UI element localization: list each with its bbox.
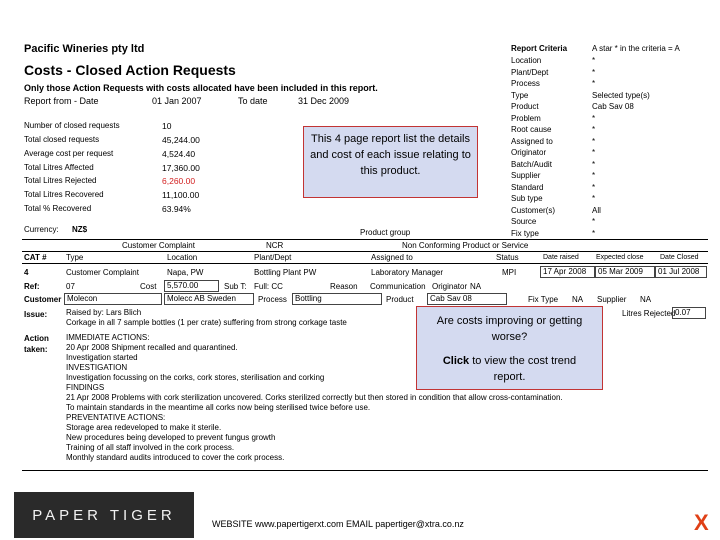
record-location: Napa, PW	[167, 268, 204, 277]
summary-label: Total % Recovered	[24, 204, 92, 213]
action-line: To maintain standards in the meantime all corks now being sterilised twice before use.	[66, 403, 371, 412]
criteria-value: *	[592, 113, 596, 123]
currency-value: NZ$	[72, 225, 88, 234]
criteria-value: Cab Sav 08	[592, 102, 634, 111]
report-subtitle: Only those Action Requests with costs allocated have been included in this report.	[24, 83, 378, 93]
litres-rejected-value: 0.07	[672, 307, 706, 319]
product-group-label: Product group	[360, 228, 411, 237]
summary-value: 63.94%	[162, 204, 191, 214]
reason-label: Reason	[330, 282, 358, 291]
trend-link[interactable]	[417, 353, 602, 385]
action-line: 20 Apr 2008 Shipment recalled and quarantined.	[66, 343, 238, 352]
criteria-value: *	[592, 171, 596, 180]
divider	[22, 263, 708, 264]
record-expected-close: 05 Mar 2009	[595, 266, 655, 278]
record-cat: 4	[24, 268, 29, 277]
summary-value-rejected: 6,260.00	[162, 176, 196, 186]
customer-value: Molecon	[64, 293, 162, 305]
divider	[22, 470, 708, 471]
summary-label: Average cost per request	[24, 149, 114, 158]
column-header: CAT #	[24, 253, 47, 262]
summary-label: Number of closed requests	[24, 121, 120, 130]
criteria-label: Batch/Audit	[511, 159, 552, 169]
criteria-label: Source	[511, 217, 537, 226]
process-value: Bottling	[292, 293, 382, 305]
period-start: 01 Jan 2007	[152, 96, 202, 106]
action-line: Investigation started	[66, 353, 138, 362]
summary-value: 10	[162, 121, 172, 131]
action-line: Monthly standard audits introduced to cover the cork process.	[66, 453, 285, 462]
criteria-value: *	[592, 228, 596, 238]
criteria-label: Process	[511, 79, 540, 88]
action-line: 21 Apr 2008 Problems with cork sterilization uncovered. Corks sterilized correctly but then stored in condition that allow cross-contamination.	[66, 393, 563, 402]
ref-label: Ref:	[24, 282, 40, 291]
issue-line: Corkage in all 7 sample bottles (1 per crate) suffering from strong corkage taste	[66, 318, 347, 327]
record-assigned: Laboratory Manager	[371, 268, 444, 277]
fixtype-value: NA	[572, 295, 584, 304]
column-header: Plant/Dept	[254, 253, 292, 262]
x-logo-icon: X	[694, 510, 709, 535]
report-description-callout	[303, 126, 478, 198]
group-header: Customer Complaint	[122, 241, 195, 250]
criteria-value: *	[592, 148, 596, 157]
currency-label: Currency:	[24, 225, 59, 234]
issue-text	[66, 308, 347, 328]
criteria-value: *	[592, 56, 596, 65]
record-status: MPI	[502, 268, 517, 277]
action-line: Training of all staff involved in the cork process.	[66, 443, 235, 452]
period-label: Report from - Date	[24, 96, 99, 106]
brand-text: PAPER TIGER	[32, 506, 176, 524]
column-header: Status	[496, 253, 519, 262]
product-label: Product	[386, 295, 414, 304]
column-header: Expected close	[596, 254, 644, 261]
criteria-label: Sub type	[511, 194, 543, 203]
summary-value: 11,100.00	[162, 190, 200, 200]
criteria-label: Root cause	[511, 125, 552, 134]
action-line: New procedures being developed to prevent fungus growth	[66, 433, 276, 442]
period-to-label: To date	[238, 96, 268, 106]
subt-label: Sub T:	[224, 282, 247, 291]
action-line: IMMEDIATE ACTIONS:	[66, 333, 150, 342]
group-header: Non Conforming Product or Service	[402, 241, 529, 250]
summary-label: Total closed requests	[24, 135, 100, 144]
issue-line: Raised by: Lars Blich	[66, 308, 142, 317]
supplier-value: NA	[640, 295, 652, 304]
record-date-raised: 17 Apr 2008	[540, 266, 595, 278]
action-line: PREVENTATIVE ACTIONS:	[66, 413, 166, 422]
issue-label: Issue:	[24, 310, 48, 319]
originator-value: NA	[470, 282, 482, 291]
period-end: 31 Dec 2009	[298, 96, 350, 106]
summary-label: Total Litres Recovered	[24, 190, 104, 199]
click-word[interactable]: Click	[442, 355, 470, 367]
criteria-label: Standard	[511, 182, 544, 192]
summary-value: 17,360.00	[162, 163, 200, 173]
trend-link-text[interactable]: to view the cost trend report.	[469, 355, 577, 383]
litres-rejected-label: Litres Rejected	[622, 309, 676, 318]
criteria-value: *	[592, 159, 596, 169]
cost-label: Cost	[140, 282, 157, 291]
action-label: Action taken:	[24, 334, 49, 354]
criteria-value: *	[592, 125, 596, 134]
report-description-text: This 4 page report list the details and cost of each issue relating to this product.	[310, 133, 471, 177]
ref-value: 07	[66, 282, 75, 291]
criteria-label: Type	[511, 90, 529, 100]
action-line: FINDINGS	[66, 383, 105, 392]
criteria-value: *	[592, 217, 596, 226]
divider	[22, 239, 708, 240]
action-line: Storage area redeveloped to make it sterile.	[66, 423, 222, 432]
company-name: Pacific Wineries pty ltd	[24, 43, 145, 55]
criteria-label: Problem	[511, 113, 541, 123]
criteria-heading-value: A star * in the criteria = A	[592, 44, 680, 53]
supplier-label: Supplier	[597, 295, 627, 304]
process-label: Process	[258, 295, 287, 304]
paper-tiger-brand	[14, 492, 194, 538]
summary-label: Total Litres Affected	[24, 163, 94, 172]
criteria-label: Assigned to	[511, 136, 553, 146]
divider	[22, 251, 708, 252]
criteria-value: *	[592, 194, 596, 203]
criteria-label: Fix type	[511, 228, 540, 238]
column-header: Date raised	[543, 254, 579, 261]
criteria-label: Customer(s)	[511, 205, 556, 215]
criteria-label: Product	[511, 102, 539, 111]
product-value: Cab Sav 08	[427, 293, 507, 305]
criteria-label: Plant/Dept	[511, 67, 549, 77]
customer-location: Molecc AB Sweden	[164, 293, 254, 305]
column-header: Location	[167, 253, 198, 262]
reason-value: Communication	[370, 282, 426, 291]
criteria-value: *	[592, 67, 596, 77]
cost-trend-callout[interactable]	[416, 306, 603, 390]
criteria-value: All	[592, 205, 601, 215]
criteria-value: *	[592, 136, 596, 146]
summary-value: 4,524.40	[162, 149, 196, 159]
customer-label: Customer	[24, 295, 62, 304]
summary-value: 45,244.00	[162, 135, 200, 145]
column-header: Date Closed	[660, 254, 699, 261]
column-header: Type	[66, 253, 84, 262]
summary-label: Total Litres Rejected	[24, 176, 97, 185]
criteria-heading: Report Criteria	[511, 44, 568, 53]
criteria-label: Originator	[511, 148, 547, 157]
record-type: Customer Complaint	[66, 268, 139, 277]
report-title: Costs - Closed Action Requests	[24, 62, 236, 78]
column-header: Assigned to	[371, 253, 413, 262]
action-line: INVESTIGATION	[66, 363, 128, 372]
footer-contact[interactable]: WEBSITE www.papertigerxt.com EMAIL papertiger@xtra.co.nz	[212, 519, 464, 529]
group-header: NCR	[266, 241, 284, 250]
record-plant: Bottling Plant PW	[254, 268, 317, 277]
criteria-value: *	[592, 79, 596, 88]
record-date-closed: 01 Jul 2008	[655, 266, 707, 278]
action-line: Investigation focussing on the corks, cork stores, sterilisation and corking	[66, 373, 325, 382]
criteria-value: *	[592, 182, 596, 192]
trend-question: Are costs improving or getting worse?	[436, 315, 583, 343]
criteria-label: Supplier	[511, 171, 541, 180]
criteria-value: Selected type(s)	[592, 90, 650, 100]
criteria-label: Location	[511, 56, 542, 65]
originator-label: Originator	[432, 282, 468, 291]
fixtype-label: Fix Type	[528, 295, 559, 304]
subt-value: Full: CC	[254, 282, 283, 291]
cost-value: 5,570.00	[164, 280, 219, 292]
